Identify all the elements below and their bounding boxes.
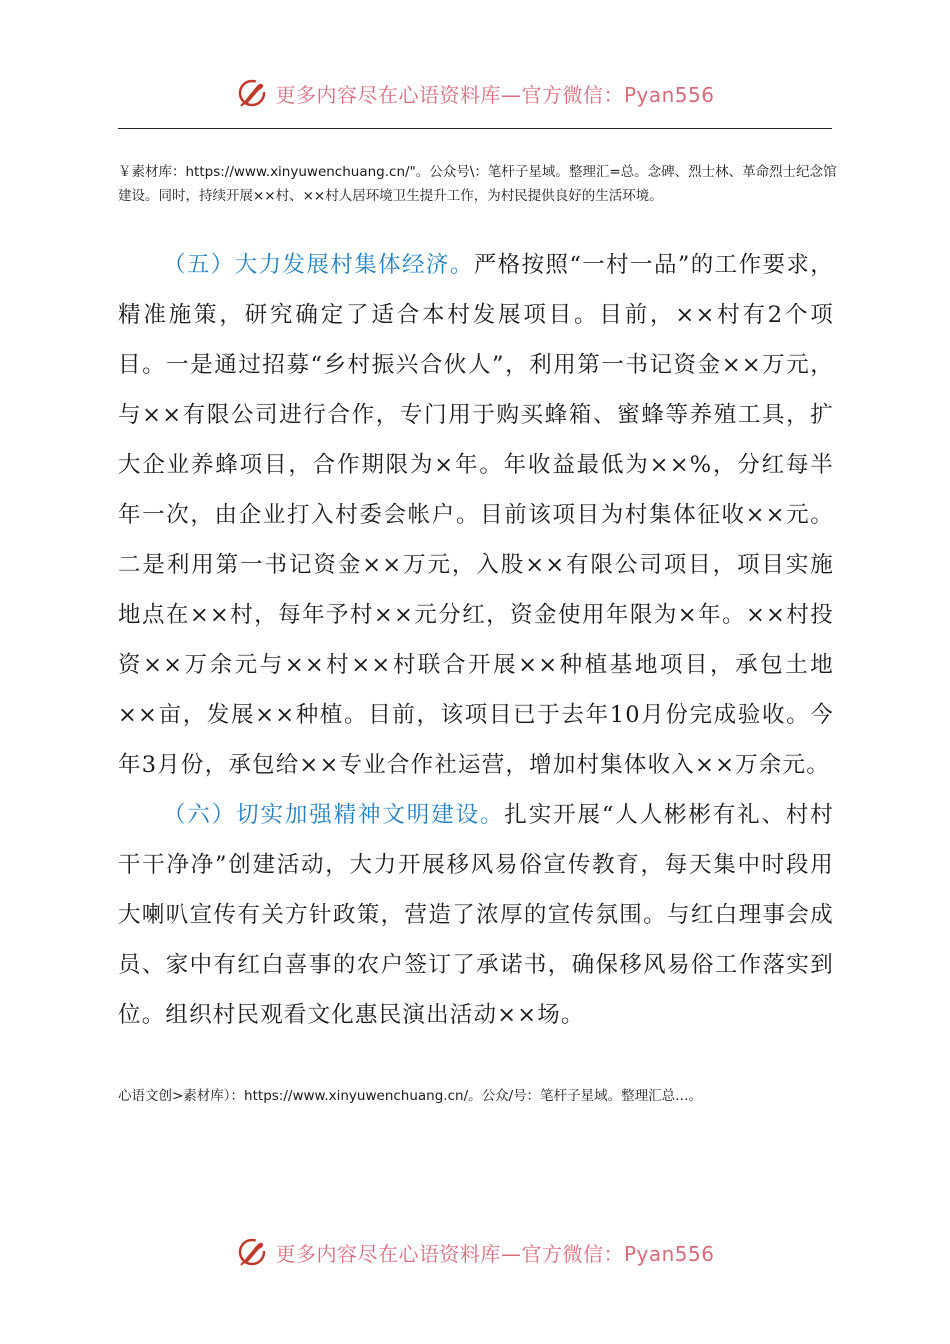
footer-banner [0,1232,950,1272]
paragraph-five-heading: （五）大力发展村集体经济。 [163,252,474,278]
brush-logo-icon [235,1235,269,1269]
paragraph-six [118,790,834,1040]
footer-banner-text: 更多内容尽在心语资料库—官方微信：Pyan556 [275,1241,715,1266]
paragraph-six-text: 扎实开展“人人彬彬有礼、村村干干净净”创建活动，大力开展移风易俗宣传教育，每天集中时段用大喇叭宣传有关方针政策，营造了浓厚的宣传氛围。与红白理事会成员、家中有红白喜事的农户签订了承诺书，确保移风易俗工作落实到位。组织村民观看文化惠民演出活动××场。 [118,802,834,1028]
header-divider [118,128,832,129]
bottom-note: 心语文创>素材库）：https://www.xinyuwenchuang.cn/。公众/号：笔杆子星域。整理汇总…。 [118,1088,703,1104]
brush-logo-icon [235,76,269,110]
paragraph-five-text: 严格按照“一村一品”的工作要求，精准施策，研究确定了适合本村发展项目。目前，××村有2个项目。一是通过招募“乡村振兴合伙人”，利用第一书记资金××万元，与××有限公司进行合作，专门用于购买蜂箱、蜜蜂等养殖工具，扩大企业养蜂项目，合作期限为×年。年收益最低为××%，分红每半年一次，由企业打入村委会帐户。目前该项目为村集体征收××元。二是利用第一书记资金××万元，入股××有限公司项目，项目实施地点在××村，每年予村××元分红，资金使用年限为×年。××村投资××万余元与××村××村联合开展××种植基地项目，承包土地××亩，发展××种植。目前，该项目已于去年10月份完成验收。今年3月份，承包给××专业合作社运营，增加村集体收入××万余元。 [118,252,834,778]
header-banner-text: 更多内容尽在心语资料库—官方微信：Pyan556 [275,82,715,107]
paragraph-five [118,240,834,790]
header-banner [0,73,950,113]
paragraph-six-heading: （六）切实加强精神文明建设。 [163,802,505,828]
top-note: ￥素材库：https://www.xinyuwenchuang.cn/"。公众号\：笔杆子星域。整理汇=总。念碑、烈士林、革命烈士纪念馆建设。同时，持续开展××村、××村人居环境卫生提升工作，为村民提供良好的生活环境。 [118,164,837,204]
document-body [118,240,834,1040]
